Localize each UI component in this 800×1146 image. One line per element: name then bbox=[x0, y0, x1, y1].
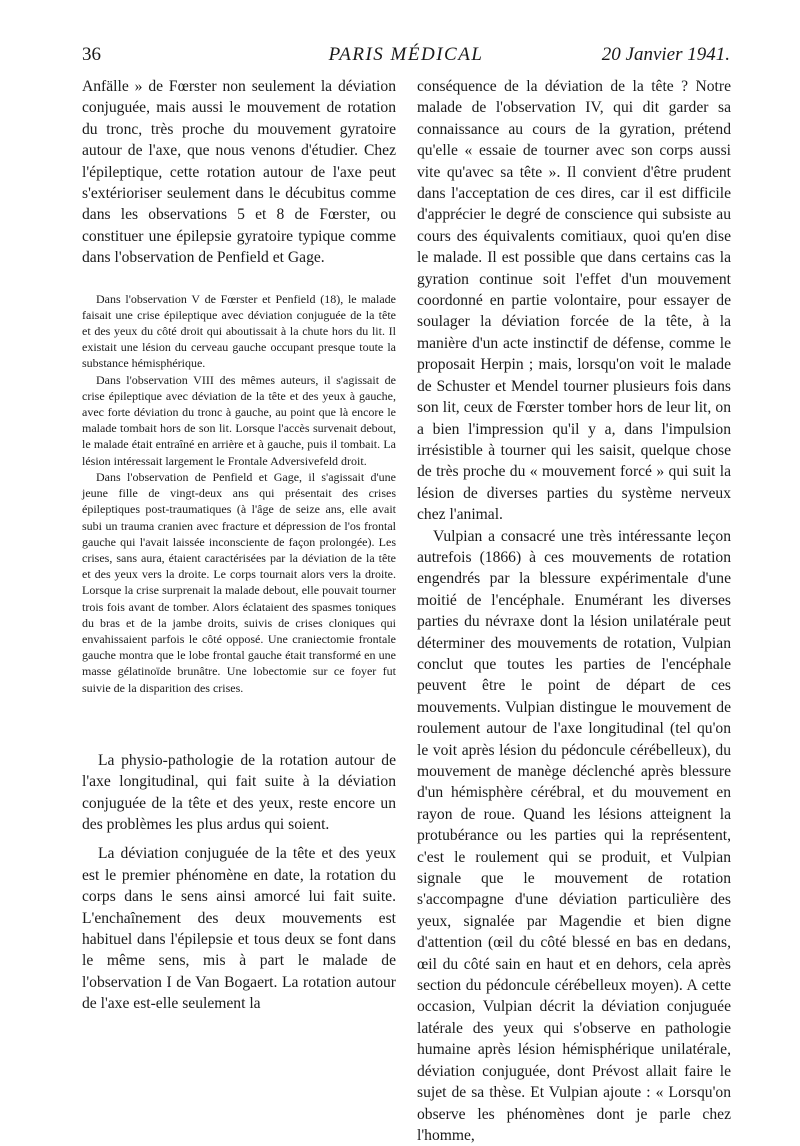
intro-paragraph: Anfälle » de Fœrster non seulement la déviation conjuguée, mais aussi le mouvement de rotation du tronc, très proche du mouvement gyratoire autour de l'axe, que nous venons d'étudier. Chez l'épileptique, cette rotation autour de l'axe peut s'extérioriser seulement dans le décubitus comme dans les observations 5 et 8 de Fœrster, ou constituer une épilepsie gyratoire typique comme dans l'observation de Penfield et Gage. bbox=[82, 78, 396, 267]
body-paragraph-right-1: conséquence de la déviation de la tête ? Notre malade de l'observation IV, qui dit garder sa connaissance au cours de la gyration, prétend qu'elle « essaie de tourner avec son corps aussi vite qu'avec sa tête ». Il convient d'être prudent dans l'acceptation de ces dires, car il est difficile d'apprécier le degré de conscience qui subsiste au cours des équivalents comitiaux, quoi qu'en dise le malade. Il est possible que dans certains cas la gyration continue soit l'effet d'un mouvement coordonné en partie volontaire, pour essayer de soulager la déviation forcée de la tête, à la manière d'un acte instinctif de défense, comme le proposait Herpin ; mais, lorsqu'on voit le malade de Schuster et Mendel tourner plusieurs fois dans son lit, ceux de Fœrster tomber hors de leur lit, on a bien l'impression qu'il y a, dans l'impulsion irrésistible à tourner qui les saisit, quelque chose de très proche du « mouvement forcé » qui suit la lésion de diverses parties du système nerveux chez l'animal. bbox=[417, 78, 731, 524]
case-note-2: Dans l'observation VIII des mêmes auteurs, il s'agissait de crise épileptique avec déviation de la tête et des yeux à gauche, avec forte déviation du tronc à gauche, au point que là encore le malade tombait hors de son lit. Lorsque l'accès survenait debout, le malade était entraîné en arrière et à gauche, puis il tombait. La lésion intéressait largement le Frontale Adversivefeld droit. bbox=[82, 372, 396, 468]
issue-date: 20 Janvier 1941. bbox=[601, 44, 730, 65]
section-spacer bbox=[82, 696, 396, 750]
right-column bbox=[417, 76, 731, 1146]
main-text-block bbox=[82, 750, 396, 1015]
journal-title: PARIS MÉDICAL bbox=[328, 44, 484, 65]
case-notes bbox=[82, 291, 396, 696]
body-paragraph-right-2: Vulpian a consacré une très intéressante leçon autrefois (1866) à ces mouvements de rotation engendrés par la blessure expérimentale d'une moitié de l'encéphale. Enumérant les diverses parties du névraxe dont la lésion unilatérale peut déterminer des mouvements de rotation, Vulpian conclut que toutes les parties de l'encéphale peuvent être le point de départ de ces mouvements. Vulpian distingue le mouvement de roulement autour de l'axe longitudinal (tel qu'on le voit après lésion du pédoncule cérébelleux), du mouvement de manège déclenché après blessure d'un hémisphère cérébral, et du mouvement en rayon de roue. Quand les lésions atteignent la protubérance ou les parties qui la représentent, c'est le roulement qui se produit, et Vulpian signale que le mouvement de rotation s'accompagne d'une déviation particulière des yeux, signalée par Magendie et bien digne d'attention (œil du côté blessé en bas en dedans, œil du côté sain en haut et en dehors, cela après section du pédoncule cérébelleux moyen). A cette occasion, Vulpian décrit la déviation conjuguée latérale des yeux qui s'observe en pathologie humaine après lésion hémisphérique unilatérale, déviation conjuguée, dont Prévost allait faire le sujet de sa thèse. Et Vulpian ajoute : « Lorsqu'on observe les phénomènes dont je parle chez l'homme, bbox=[417, 527, 731, 1144]
case-note-1: Dans l'observation V de Fœrster et Penfield (18), le malade faisait une crise épileptique avec déviation conjuguée de la tête et des yeux du côté droit qui aboutissait à la chute hors du lit. Il existait une lésion du cerveau gauche occupant presque toute la substance hémisphérique. bbox=[82, 291, 396, 371]
page-number: 36 bbox=[82, 44, 101, 65]
body-paragraph-3: La déviation conjuguée de la tête et des yeux est le premier phénomène en date, la rotation du corps dans le sens ainsi amorcé lui fait suite. L'enchaînement des deux mouvements est habituel dans l'épilepsie et tous deux se font dans le même sens, mis à part le malade de l'observation I de Van Bogaert. La rotation autour de l'axe est-elle seulement la bbox=[82, 845, 396, 1013]
case-note-3: Dans l'observation de Penfield et Gage, il s'agissait d'une jeune fille de vingt-deux ans qui présentait des crises épileptiques post-traumatiques (à l'âge de seize ans, elle avait subi un trauma cranien avec fracture et dépression de l'os frontal gauche qui l'avait laissée inconsciente de façon prolongée). Les crises, sans aura, étaient caractérisées par la déviation de la tête et des yeux vers la droite. Le corps tournait alors vers la droite. Lorsque la crise surprenait la malade debout, elle pouvait tourner trois fois avant de tomber. Alors éclataient des spasmes toniques du bras et de la jambe droits, suivis de crises cloniques qui envahissaient parfois le côté opposé. Une craniectomie frontale gauche montra que le lobe frontal gauche était transformé en une masse gélatinoïde brunâtre. Une lobectomie sur ce foyer fut suivie de la disparition des crises. bbox=[82, 469, 396, 695]
left-column bbox=[82, 76, 396, 1015]
page-header bbox=[82, 44, 730, 74]
body-paragraph-2: La physio-pathologie de la rotation autour de l'axe longitudinal, qui fait suite à la déviation conjuguée de la tête et des yeux, reste encore un des problèmes les plus ardus qui soient. bbox=[82, 751, 396, 833]
